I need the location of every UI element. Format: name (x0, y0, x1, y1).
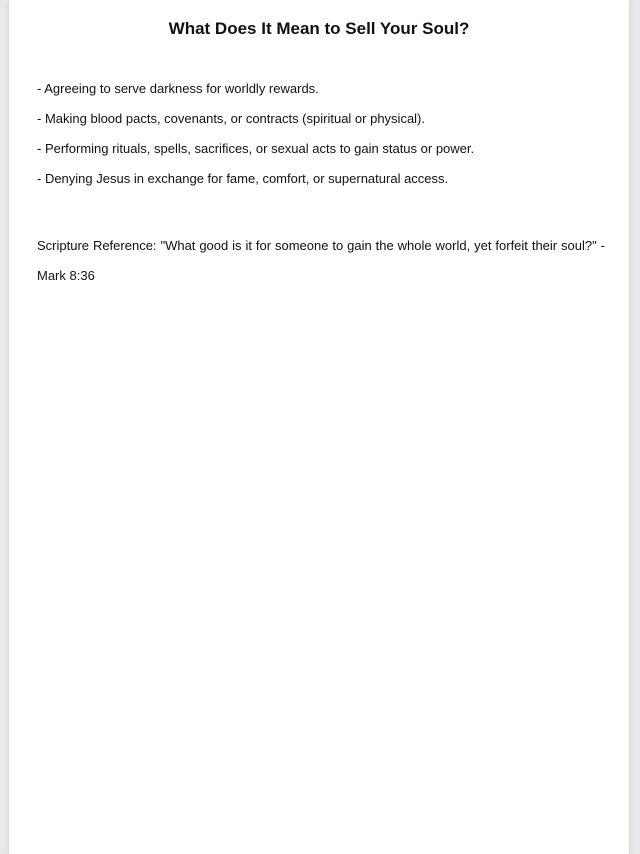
list-item: - Agreeing to serve darkness for worldly rewards. (37, 81, 319, 96)
page-title: What Does It Mean to Sell Your Soul? (168, 19, 470, 38)
list-item: - Denying Jesus in exchange for fame, comfort, or supernatural access. (37, 171, 449, 186)
list-item: - Performing rituals, spells, sacrifices, or sexual acts to gain status or power. (37, 141, 475, 156)
document-page (9, 0, 629, 854)
list-item: - Making blood pacts, covenants, or contracts (spiritual or physical). (37, 111, 426, 126)
scripture-reference: Scripture Reference: "What good is it for someone to gain the whole world, yet forfeit their soul?" - Mark 8:36 (37, 238, 605, 283)
bullet-list (37, 80, 474, 200)
